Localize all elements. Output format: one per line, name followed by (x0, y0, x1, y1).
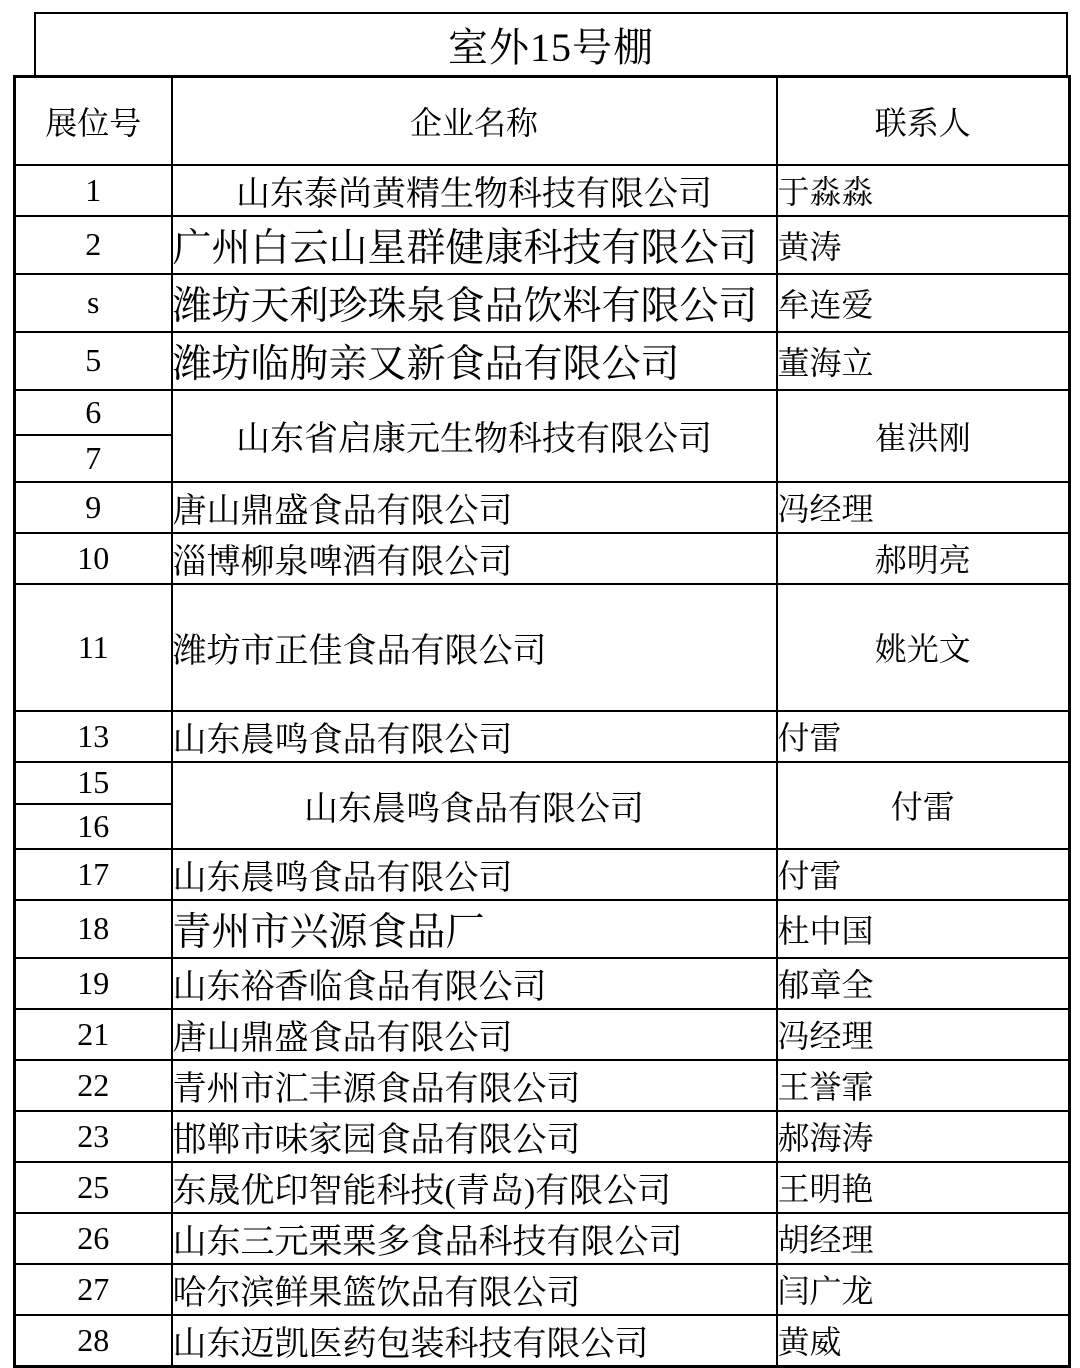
booth-cell: 1 (15, 165, 172, 216)
booth-sheet (13, 12, 1068, 1368)
company-cell: 哈尔滨鲜果篮饮品有限公司 (172, 1264, 777, 1315)
company-cell: 山东裕香临食品有限公司 (172, 958, 777, 1009)
table-row (15, 762, 1070, 804)
table-row (15, 216, 1070, 274)
booth-cell: 15 (15, 762, 172, 804)
table-row (15, 390, 1070, 435)
table-row (15, 1213, 1070, 1264)
booth-cell: 5 (15, 332, 172, 390)
booth-cell: 2 (15, 216, 172, 274)
company-cell: 潍坊天利珍珠泉食品饮料有限公司 (172, 274, 777, 332)
booth-cell: 18 (15, 900, 172, 958)
company-cell: 唐山鼎盛食品有限公司 (172, 1009, 777, 1060)
contact-cell: 王明艳 (777, 1162, 1070, 1213)
contact-cell: 郁章全 (777, 958, 1070, 1009)
company-cell: 青州市汇丰源食品有限公司 (172, 1060, 777, 1111)
contact-cell: 冯经理 (777, 482, 1070, 533)
table-row (15, 1111, 1070, 1162)
booth-cell: 17 (15, 849, 172, 900)
col-header-company: 企业名称 (172, 77, 777, 165)
company-cell: 山东迈凯医药包装科技有限公司 (172, 1315, 777, 1367)
company-cell: 潍坊临朐亲又新食品有限公司 (172, 332, 777, 390)
table-row (15, 165, 1070, 216)
table-row (15, 533, 1070, 584)
table-row (15, 332, 1070, 390)
table-row (15, 482, 1070, 533)
table-row (15, 584, 1070, 711)
contact-cell: 付雷 (777, 849, 1070, 900)
contact-cell: 牟连爱 (777, 274, 1070, 332)
company-cell: 山东晨鸣食品有限公司 (172, 849, 777, 900)
contact-cell: 闫广龙 (777, 1264, 1070, 1315)
booth-table (13, 75, 1071, 1368)
company-cell: 山东晨鸣食品有限公司 (172, 762, 777, 849)
contact-cell: 董海立 (777, 332, 1070, 390)
contact-cell: 黄涛 (777, 216, 1070, 274)
contact-cell: 郝海涛 (777, 1111, 1070, 1162)
table-row (15, 711, 1070, 762)
booth-cell: s (15, 274, 172, 332)
table-row (15, 958, 1070, 1009)
company-cell: 山东泰尚黄精生物科技有限公司 (172, 165, 777, 216)
table-row (15, 1315, 1070, 1367)
table-header-row (15, 77, 1070, 165)
contact-cell: 崔洪刚 (777, 390, 1070, 482)
booth-cell: 11 (15, 584, 172, 711)
company-cell: 广州白云山星群健康科技有限公司 (172, 216, 777, 274)
table-row (15, 900, 1070, 958)
company-cell: 唐山鼎盛食品有限公司 (172, 482, 777, 533)
booth-cell: 6 (15, 390, 172, 435)
table-row (15, 274, 1070, 332)
table-row (15, 1060, 1070, 1111)
booth-cell: 10 (15, 533, 172, 584)
contact-cell: 付雷 (777, 762, 1070, 849)
booth-cell: 21 (15, 1009, 172, 1060)
col-header-contact: 联系人 (777, 77, 1070, 165)
company-cell: 东晟优印智能科技(青岛)有限公司 (172, 1162, 777, 1213)
company-cell: 淄博柳泉啤酒有限公司 (172, 533, 777, 584)
contact-cell: 郝明亮 (777, 533, 1070, 584)
contact-cell: 杜中国 (777, 900, 1070, 958)
booth-cell: 16 (15, 804, 172, 849)
table-row (15, 1162, 1070, 1213)
contact-cell: 付雷 (777, 711, 1070, 762)
company-cell: 山东省启康元生物科技有限公司 (172, 390, 777, 482)
company-cell: 青州市兴源食品厂 (172, 900, 777, 958)
booth-cell: 23 (15, 1111, 172, 1162)
company-cell: 山东三元栗栗多食品科技有限公司 (172, 1213, 777, 1264)
company-cell: 邯郸市味家园食品有限公司 (172, 1111, 777, 1162)
booth-cell: 27 (15, 1264, 172, 1315)
table-row (15, 849, 1070, 900)
table-row (15, 1009, 1070, 1060)
booth-cell: 22 (15, 1060, 172, 1111)
company-cell: 潍坊市正佳食品有限公司 (172, 584, 777, 711)
contact-cell: 王誉霏 (777, 1060, 1070, 1111)
table-row (15, 1264, 1070, 1315)
booth-cell: 28 (15, 1315, 172, 1367)
col-header-booth: 展位号 (15, 77, 172, 165)
booth-cell: 13 (15, 711, 172, 762)
booth-cell: 7 (15, 435, 172, 482)
company-cell: 山东晨鸣食品有限公司 (172, 711, 777, 762)
sheet-title: 室外15号棚 (34, 12, 1068, 75)
contact-cell: 于淼淼 (777, 165, 1070, 216)
booth-cell: 9 (15, 482, 172, 533)
contact-cell: 胡经理 (777, 1213, 1070, 1264)
contact-cell: 姚光文 (777, 584, 1070, 711)
contact-cell: 黄威 (777, 1315, 1070, 1367)
contact-cell: 冯经理 (777, 1009, 1070, 1060)
booth-cell: 25 (15, 1162, 172, 1213)
booth-cell: 26 (15, 1213, 172, 1264)
booth-cell: 19 (15, 958, 172, 1009)
